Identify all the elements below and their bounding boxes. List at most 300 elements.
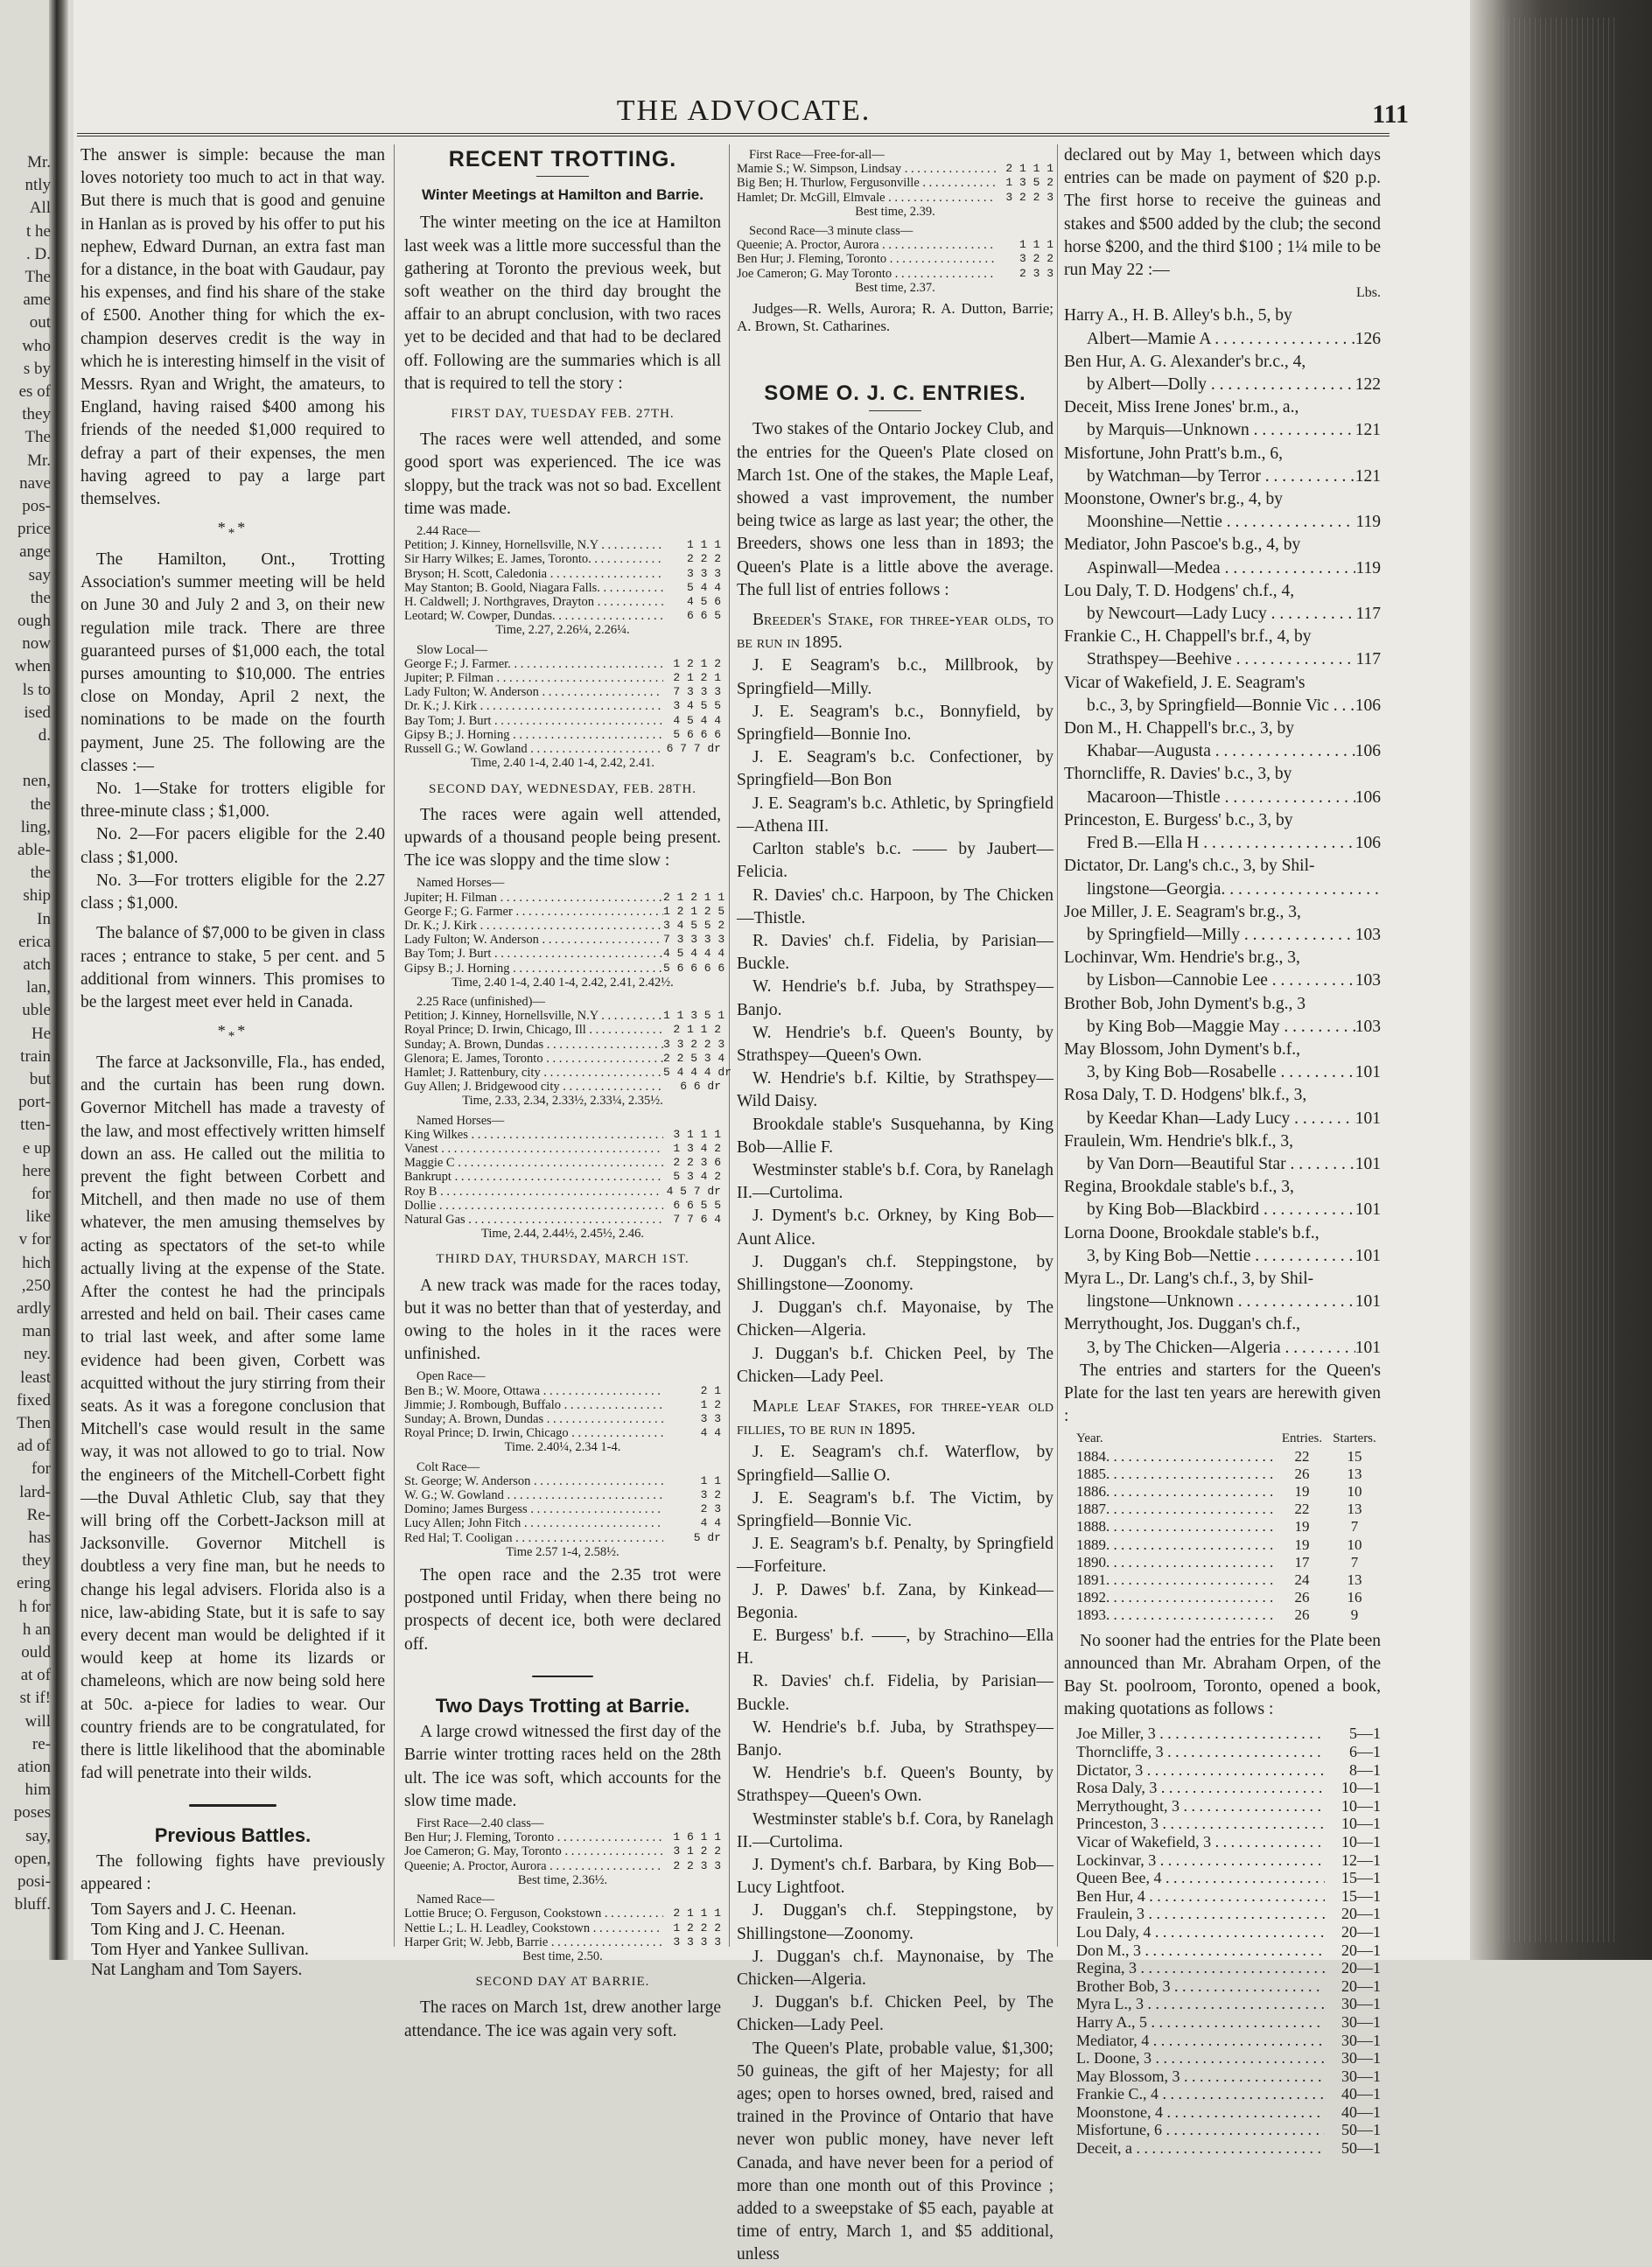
race-time: Best time, 2.50. — [522, 1949, 603, 1963]
gutter-fragment: The — [24, 268, 51, 286]
entries-cell: 19 — [1294, 1518, 1310, 1536]
entry-pedigree-line — [1064, 1108, 1381, 1130]
entry-line — [1064, 1039, 1381, 1061]
odds: 6—1 — [1349, 1743, 1381, 1761]
gutter-fragment: atch — [23, 955, 51, 974]
paragraph: No sooner had the entries for the Plate been announced than Mr. Abraham Orpen, of the Bay St. poolroom, Toronto, opened a book, making quotations as follows : — [1064, 1631, 1381, 1719]
placings: 2 1 2 1 1 — [663, 890, 725, 904]
horse-driver: Hamlet; Dr. McGill, Elmvale . . . — [737, 191, 996, 205]
entry-line — [1064, 351, 1381, 374]
horse-name: Rosa Daly, 3 . . . — [1076, 1779, 1325, 1797]
entry-item: Westminster stable's b.f. Cora, by Ranelagh II.—Curtolima. — [737, 1809, 1054, 1851]
horse-driver: Ben Hur; J. Fleming, Toronto . . . — [404, 1830, 663, 1844]
entry-pedigree: lingstone—Georgia. . . . — [1087, 878, 1381, 901]
entries-cell: 19 — [1294, 1536, 1310, 1553]
gutter-fragment: him — [24, 1781, 51, 1800]
year-cell: 1892. . . . — [1076, 1589, 1276, 1606]
entry-pedigree-line — [1064, 1245, 1381, 1268]
placings: 6 6 dr — [680, 1080, 721, 1094]
entry-pedigree-line — [1064, 969, 1381, 992]
odds: 40—1 — [1341, 2085, 1381, 2103]
gutter-fragment: st if! — [19, 1689, 51, 1708]
race-time: Time. 2.40¼, 2.34 1-4. — [504, 1440, 621, 1455]
gutter-fragment: erica — [18, 932, 51, 951]
masthead-title: THE ADVOCATE. — [616, 94, 872, 127]
year-cell: 1891. . . . — [1076, 1571, 1276, 1589]
list-item: Nat Langham and Tom Sayers. — [91, 1961, 303, 1980]
entry-pedigree-line — [1064, 1199, 1381, 1221]
entry-weight: 126 — [1354, 329, 1381, 348]
entry-line — [1064, 993, 1381, 1016]
entry-pedigree: Fred B.—Ella H . . . — [1087, 832, 1355, 855]
gutter-fragment: The — [24, 428, 51, 447]
placings: 4 5 6 — [686, 595, 721, 609]
left-page-gutter — [0, 0, 80, 1960]
entry-weight: 117 — [1355, 605, 1381, 624]
horse-driver: Joe Cameron; G. May Toronto . . . — [737, 267, 996, 281]
horse-name: Lockinvar, 3 . . . — [1076, 1851, 1325, 1870]
table-row — [1076, 1448, 1381, 1466]
result-row — [404, 1907, 721, 1921]
quotation-row — [1076, 1743, 1381, 1761]
gutter-fragment: ling, — [20, 817, 51, 836]
gutter-fragment: ering — [16, 1574, 51, 1593]
placings: 1 6 1 1 — [673, 1830, 721, 1844]
result-row — [404, 728, 721, 742]
paragraph: declared out by May 1, between which days entries can be made on payment of $20 p.p. The first horse to receive the guineas and stakes and $500 added by the club; the second horse $200, and the third $100 ; 1¼ mile to be run May 22 :— — [1064, 146, 1381, 280]
gutter-fragment: like — [25, 1207, 51, 1227]
entry-pedigree: by King Bob—Maggie May . . . — [1087, 1016, 1355, 1039]
entries-cell: 24 — [1294, 1571, 1310, 1588]
entry-item: J. Duggan's b.f. Chicken Peel, by The Chicken—Lady Peel. — [737, 1344, 1054, 1386]
quotation-row — [1076, 1815, 1381, 1833]
table-row — [1076, 1554, 1381, 1571]
entries-cell: 26 — [1294, 1606, 1310, 1624]
entry-line — [1064, 1222, 1381, 1245]
horse-name: Deceit, a . . . — [1076, 2139, 1325, 2158]
table-header — [1076, 1430, 1381, 1447]
placings: 4 5 7 dr — [666, 1184, 721, 1198]
entry-line — [1064, 534, 1381, 556]
horse-driver: Royal Prince; D. Irwin, Chicago, Ill . . . — [404, 1023, 663, 1037]
result-row — [404, 1128, 721, 1142]
horse-driver: George F.; J. Farmer. . . . — [404, 657, 663, 671]
entry-pedigree: Albert—Mamie A . . . — [1087, 328, 1355, 351]
result-row — [404, 1412, 721, 1426]
result-row — [404, 1009, 725, 1024]
entry-weight: 106 — [1354, 787, 1381, 807]
entry-name: Joe Miller, J. E. Seagram's br.g., 3, — [1064, 902, 1301, 921]
race-title: Named Race— — [416, 1893, 494, 1907]
placings: 1 2 1 2 5 — [663, 904, 725, 918]
entry-line — [1064, 1084, 1381, 1107]
horse-name: Harry A., 5 . . . — [1076, 2013, 1325, 2032]
table-row — [1076, 1571, 1381, 1589]
result-row — [404, 918, 725, 933]
entry-weight: 103 — [1354, 925, 1381, 944]
horse-name: Merrythought, 3 . . . — [1076, 1797, 1325, 1816]
entry-pedigree: by Newcourt—Lady Lucy . . . — [1087, 603, 1355, 626]
entry-line — [1064, 488, 1381, 511]
horse-driver: May Stanton; B. Goold, Niagara Falls. . . . — [404, 581, 663, 595]
day-heading: SECOND DAY, WEDNESDAY, FEB. 28TH. — [428, 781, 697, 796]
odds: 30—1 — [1341, 2067, 1381, 2085]
entry-item: J. P. Dawes' b.f. Zana, by Kinkead—Begonia. — [737, 1580, 1054, 1622]
entry-line — [1064, 1313, 1381, 1336]
entry-name: Don M., H. Chappell's br.c., 3, by — [1064, 719, 1294, 738]
result-row — [404, 933, 725, 948]
gutter-fragment: nen, — [22, 772, 51, 791]
gutter-fragment: Then — [16, 1414, 51, 1432]
odds: 15—1 — [1341, 1869, 1381, 1887]
horse-name: Fraulein, 3 . . . — [1076, 1905, 1325, 1923]
gutter-fragment: port- — [18, 1093, 51, 1112]
result-row — [404, 1921, 721, 1935]
result-row — [404, 890, 725, 905]
gutter-fragment: Re- — [26, 1505, 51, 1524]
result-row — [404, 904, 725, 919]
race-summary — [404, 643, 721, 771]
result-row — [404, 685, 721, 699]
day-heading: FIRST DAY, TUESDAY FEB. 27TH. — [451, 407, 675, 422]
entry-pedigree-line — [1064, 1337, 1381, 1360]
entry-weight: 119 — [1355, 558, 1381, 577]
entry-pedigree-line — [1064, 511, 1381, 534]
placings: 1 1 1 — [686, 538, 721, 552]
gutter-fragment: Mr. — [27, 153, 51, 171]
horse-driver: St. George; W. Anderson . . . — [404, 1474, 663, 1488]
stake-heading: Breeder's Stake, for three-year olds, to be run in 1895. — [737, 611, 1054, 653]
horse-driver: Roy B . . . — [404, 1185, 663, 1199]
entry-name: Lochinvar, Wm. Hendrie's br.g., 3, — [1064, 948, 1300, 968]
gutter-fragment: the — [30, 794, 51, 814]
result-row — [404, 1531, 721, 1545]
odds: 30—1 — [1341, 2031, 1381, 2049]
gutter-fragment: ame — [23, 290, 51, 310]
entry-item: E. Burgess' b.f. ——, by Strachino—Ella H. — [737, 1627, 1054, 1669]
gutter-fragment: s by — [23, 359, 51, 378]
race-time: Time 2.57 1-4, 2.58½. — [506, 1544, 620, 1559]
horse-name: May Blossom, 3 . . . — [1076, 2068, 1325, 2086]
result-row — [404, 595, 721, 609]
entry-item: W. Hendrie's b.f. Juba, by Strathspey—Banjo. — [737, 977, 1054, 1019]
gutter-fragment: train — [20, 1046, 51, 1066]
gutter-fragment: He — [31, 1024, 51, 1043]
gutter-fragment: tten- — [20, 1116, 51, 1135]
page-header — [105, 94, 1409, 129]
placings: 3 3 3 — [686, 566, 721, 580]
entry-line — [1064, 855, 1381, 878]
starters-cell: 7 — [1350, 1553, 1359, 1571]
horse-driver: Mamie S.; W. Simpson, Lindsay . . . — [737, 162, 996, 176]
race-summary — [404, 1893, 721, 1963]
gutter-fragment: now — [22, 634, 51, 654]
entry-item: J. E. Seagram's ch.f. Waterflow, by Springfield—Sallie O. — [737, 1443, 1054, 1485]
gutter-fragment: price — [18, 520, 51, 539]
result-row — [404, 1199, 721, 1213]
horse-name: Queen Bee, 4 . . . — [1076, 1869, 1325, 1887]
quotation-row — [1076, 2049, 1381, 2068]
result-row — [737, 162, 1054, 176]
column-divider — [394, 144, 395, 1947]
gutter-fragment: lan, — [26, 978, 51, 997]
quotation-row — [1076, 1923, 1381, 1942]
placings: 5 4 4 4 dr — [663, 1065, 732, 1079]
race-summary — [404, 1369, 721, 1454]
horse-name: Regina, 3 . . . — [1076, 1959, 1325, 1977]
gutter-fragment: ls to — [22, 680, 51, 699]
table-row — [1076, 1536, 1381, 1554]
entry-pedigree: by Watchman—by Terror . . . — [1087, 465, 1355, 488]
horse-driver: Dr. K.; J. Kirk . . . — [404, 919, 663, 933]
result-row — [404, 1080, 721, 1094]
horse-driver: Bay Tom; J. Burt . . . — [404, 947, 663, 961]
horse-driver: Bryson; H. Scott, Caledonia . . . — [404, 567, 663, 581]
starters-cell: 7 — [1350, 1518, 1359, 1536]
entry-weight: 106 — [1354, 834, 1381, 853]
entry-item: J. E Seagram's b.c., Millbrook, by Springfield—Milly. — [737, 656, 1054, 698]
column-divider — [1057, 144, 1058, 1947]
entry-pedigree-line — [1064, 328, 1381, 351]
entry-item: Westminster stable's b.f. Cora, by Ranelagh II.—Curtolima. — [737, 1160, 1054, 1203]
horse-driver: Natural Gas . . . — [404, 1213, 663, 1227]
horse-driver: Red Hal; T. Cooligan . . . — [404, 1531, 663, 1545]
result-row — [404, 1185, 721, 1199]
result-row — [404, 1830, 721, 1844]
gutter-fragment: has — [28, 1529, 51, 1547]
entry-name: Harry A., H. B. Alley's b.h., 5, by — [1064, 306, 1292, 325]
odds: 40—1 — [1341, 2103, 1381, 2121]
gutter-fragment: ould — [21, 1643, 51, 1662]
paragraph: The balance of $7,000 to be given in class races ; entrance to stake, 5 per cent. and 5 additional from winners. This promises to be the largest meet ever held in Canada. — [80, 924, 385, 1011]
horse-driver: Sunday; A. Brown, Dundas . . . — [404, 1038, 663, 1052]
quotation-row — [1076, 1959, 1381, 1977]
column-2 — [404, 144, 732, 2043]
horse-name: Princeston, 3 . . . — [1076, 1815, 1325, 1833]
entry-item: J. E. Seagram's b.f. Penalty, by Springfield—Forfeiture. — [737, 1535, 1054, 1577]
placings: 5 6 6 6 6 — [663, 961, 725, 975]
placings: 2 1 2 1 — [673, 671, 721, 685]
horse-driver: Gipsy B.; J. Horning . . . — [404, 728, 663, 742]
entry-item: W. Hendrie's b.f. Kiltie, by Strathspey—Wild Daisy. — [737, 1069, 1054, 1111]
entry-item: W. Hendrie's b.f. Queen's Bounty, by Strathspey—Queen's Own. — [737, 1764, 1054, 1806]
race-title: Colt Race— — [416, 1459, 480, 1474]
gutter-fragment: at of — [20, 1666, 51, 1685]
entry-item: J. Duggan's ch.f. Maynonaise, by The Chicken—Algeria. — [737, 1947, 1054, 1990]
placings: 1 1 — [700, 1473, 721, 1487]
gutter-fragment: able- — [18, 841, 51, 859]
entry-name: Misfortune, John Pratt's b.m., 6, — [1064, 444, 1283, 463]
placings: 2 2 5 3 4 — [663, 1051, 725, 1065]
gutter-fragment: man — [22, 1322, 51, 1341]
entry-pedigree: by King Bob—Blackbird . . . — [1087, 1199, 1355, 1221]
day-heading: THIRD DAY, THURSDAY, MARCH 1ST. — [436, 1252, 690, 1267]
starters-cell: 9 — [1350, 1606, 1359, 1624]
horse-name: Mediator, 4 . . . — [1076, 2032, 1325, 2050]
entry-pedigree: by Van Dorn—Beautiful Star . . . — [1087, 1153, 1355, 1176]
entry-weight: 103 — [1354, 971, 1381, 990]
placings: 3 3 3 3 — [673, 1935, 721, 1949]
table-row — [1076, 1466, 1381, 1483]
odds: 50—1 — [1341, 2121, 1381, 2139]
result-row — [404, 1859, 721, 1873]
horse-name: Thorncliffe, 3 . . . — [1076, 1743, 1325, 1761]
odds: 30—1 — [1341, 2049, 1381, 2068]
quotation-row — [1076, 1869, 1381, 1887]
queens-plate-entries — [1064, 304, 1381, 1359]
placings: 2 3 — [700, 1502, 721, 1516]
asterism: $*_**$ — [217, 519, 248, 541]
entry-item: J. E. Seagram's b.c., Bonnyfield, by Springfield—Bonnie Ino. — [737, 702, 1054, 745]
horse-driver: Russell G.; W. Gowland . . . — [404, 742, 663, 756]
section-heading: Previous Battles. — [154, 1823, 312, 1846]
horse-driver: Lady Fulton; W. Anderson . . . — [404, 685, 663, 699]
result-row — [737, 238, 1054, 252]
year-cell: 1886. . . . — [1076, 1483, 1276, 1501]
quotation-row — [1076, 1977, 1381, 1996]
paragraph: The open race and the 2.35 trot were postponed until Friday, when there being no prospects of decent ice, both were declared off. — [404, 1566, 721, 1654]
betting-quotations — [1076, 1725, 1381, 2157]
entry-item: Brookdale stable's Susquehanna, by King Bob—Allie F. — [737, 1115, 1054, 1157]
race-summary — [737, 148, 1054, 219]
table-header-cell: Year. — [1076, 1431, 1103, 1446]
race-title: First Race—Free-for-all— — [749, 148, 885, 162]
horse-driver: Royal Prince; D. Irwin, Chicago . . . — [404, 1426, 663, 1440]
entry-pedigree: by Lisbon—Cannobie Lee . . . — [1087, 969, 1355, 992]
quotation-row — [1076, 1995, 1381, 2013]
year-cell: 1887. . . . — [1076, 1501, 1276, 1518]
table-row — [1076, 1606, 1381, 1624]
result-row — [737, 267, 1054, 281]
entry-item: J. Duggan's ch.f. Steppingstone, by Shillingstone—Zoonomy. — [737, 1252, 1054, 1294]
section-ornament — [737, 351, 1054, 374]
horse-driver: Lucy Allen; John Fitch . . . — [404, 1516, 663, 1530]
gutter-fragment: ad of — [17, 1437, 51, 1456]
gutter-fragment: fixed — [16, 1390, 51, 1410]
placings: 4 5 4 4 4 — [663, 947, 725, 961]
entry-item: R. Davies' ch.c. Harpoon, by The Chicken—Thistle. — [737, 885, 1054, 927]
result-row — [404, 1398, 721, 1412]
gutter-fragment: ardly — [16, 1299, 51, 1318]
race-time: Best time, 2.39. — [855, 204, 935, 219]
table-row — [1076, 1589, 1381, 1606]
paragraph: No. 2—For pacers eligible for the 2.40 class ; $1,000. — [80, 825, 385, 867]
horse-driver: Queenie; A. Proctor, Aurora . . . — [737, 238, 996, 252]
horse-driver: Gipsy B.; J. Horning . . . — [404, 962, 663, 976]
entry-name: Fraulein, Wm. Hendrie's blk.f., 3, — [1064, 1131, 1294, 1151]
race-time: Time, 2.27, 2.26¼, 2.26¼. — [495, 623, 630, 638]
result-row — [404, 1384, 721, 1398]
placings: 3 2 2 — [1018, 252, 1054, 266]
placings: 1 2 — [700, 1397, 721, 1411]
horse-driver: Bankrupt . . . — [404, 1170, 663, 1184]
starters-cell: 13 — [1347, 1465, 1362, 1482]
race-title: Slow Local— — [416, 642, 487, 657]
race-time: Time, 2.40 1-4, 2.40 1-4, 2.42, 2.41, 2.42½. — [452, 975, 674, 990]
year-cell: 1885. . . . — [1076, 1466, 1276, 1483]
odds: 10—1 — [1341, 1779, 1381, 1797]
result-row — [404, 538, 721, 552]
maple-leaf-entries — [737, 1441, 1054, 2037]
entry-item: J. Duggan's ch.f. Steppingstone, by Shillingstone—Zoonomy. — [737, 1901, 1054, 1943]
entry-line — [1064, 1268, 1381, 1291]
entry-name: Mediator, John Pascoe's b.g., 4, by — [1064, 535, 1301, 555]
placings: 4 4 — [700, 1426, 721, 1440]
odds: 10—1 — [1341, 1832, 1381, 1851]
entries-cell: 22 — [1294, 1447, 1310, 1465]
race-summary — [404, 1114, 721, 1242]
paragraph: The farce at Jacksonville, Fla., has ended, and the curtain has been rung down. Governor Mitchell has made a travesty of the law, and most effectively written himself down an ass. He called out the militia to prevent the fight between Corbett and Mitchell, and then made no use of them whatever, the men amusing themselves by acting as spectators of the set-to while actually living at the expense of the State. After the contest he had the principals arrested and held on bail. Their cases came to trial last week, and after some lame evidence had been given, Corbett was acquitted without the jury stirring from their seats. As it was a foregone conclusion that Mitchell's case would result in the same way, it was not allowed to go to trial. Now the engineers of the Mitchell-Corbett fight—the Duval Athletic Club, say that they will bring off the Corbett-Jackson mill at Jacksonville. Governor Mitchell is doubtless a very fine man, but he needs to change his legal advisers. Florida also is a nice, law-abiding State, but it is safe to say every decent man would be delighted if it would keep at home its lizards or chameleons, which are now being sold here at 50c. a-piece for ladies to wear. Our country friends are to be congratulated, for there is little likelihood that the abominable fad will penetrate into their wilds. — [80, 1053, 385, 1783]
entry-weight: 119 — [1355, 513, 1381, 532]
result-row — [404, 714, 721, 728]
odds: 8—1 — [1349, 1760, 1381, 1779]
entry-name: Lou Daly, T. D. Hodgens' ch.f., 4, — [1064, 581, 1295, 600]
gutter-fragment: ation — [18, 1758, 51, 1776]
column-4 — [1064, 144, 1381, 2158]
entry-pedigree-line — [1064, 465, 1381, 488]
horse-name: Don M., 3 . . . — [1076, 1942, 1325, 1960]
race-title: First Race—2.40 class— — [416, 1816, 544, 1831]
result-row — [404, 961, 725, 976]
entry-item: J. E. Seagram's b.c. Athletic, by Springfield—Athena III. — [737, 794, 1054, 836]
placings: 3 2 2 3 — [1005, 190, 1054, 204]
starters-cell: 10 — [1347, 1482, 1362, 1500]
placings: 6 6 5 5 — [673, 1198, 721, 1212]
entry-pedigree-line — [1064, 557, 1381, 580]
result-row — [737, 252, 1054, 266]
quotation-row — [1076, 1851, 1381, 1870]
gutter-fragment: hich — [22, 1253, 51, 1272]
horse-name: Brother Bob, 3 . . . — [1076, 1977, 1325, 1996]
entry-name: Ben Hur, A. G. Alexander's br.c., 4, — [1064, 352, 1306, 371]
paragraph: The races were again well attended, upwards of a thousand people being present. The ice was sloppy and the time slow : — [404, 805, 721, 871]
race-title: Second Race—3 minute class— — [749, 224, 914, 239]
entry-weight: 101 — [1354, 1246, 1381, 1265]
result-row — [404, 1426, 721, 1440]
entry-weight: 106 — [1354, 742, 1381, 761]
result-row — [404, 1516, 721, 1530]
year-cell: 1890. . . . — [1076, 1554, 1276, 1571]
race-title: Named Horses— — [416, 876, 505, 891]
entry-name: Thorncliffe, R. Davies' b.c., 3, by — [1064, 765, 1292, 784]
starters-cell: 13 — [1347, 1501, 1362, 1518]
lbs-label: Lbs. — [1356, 285, 1381, 301]
placings: 2 2 3 3 — [673, 1858, 721, 1872]
quotation-row — [1076, 2068, 1381, 2086]
horse-driver: Queenie; A. Proctor, Aurora . . . — [404, 1859, 663, 1873]
result-row — [404, 742, 721, 756]
entry-pedigree-line — [1064, 603, 1381, 626]
entry-pedigree-line — [1064, 832, 1381, 855]
gutter-fragment: v for — [18, 1230, 51, 1249]
result-row — [404, 1142, 721, 1156]
quotation-row — [1076, 1942, 1381, 1960]
gutter-fragment: bluff. — [14, 1895, 51, 1914]
result-row — [404, 699, 721, 713]
placings: 5 dr — [693, 1530, 721, 1544]
entry-item: J. Duggan's b.f. Chicken Peel, by The Chicken—Lady Peel. — [737, 1993, 1054, 2035]
race-time: Time, 2.40 1-4, 2.40 1-4, 2.42, 2.41. — [470, 756, 655, 771]
entry-pedigree: Khabar—Augusta . . . — [1087, 740, 1355, 763]
quotation-row — [1076, 2139, 1381, 2158]
entry-name: Brother Bob, John Dyment's b.g., 3 — [1064, 994, 1306, 1013]
gutter-fragment: out — [29, 313, 51, 332]
entry-item: Carlton stable's b.c. —— by Jaubert—Felicia. — [737, 840, 1054, 882]
horse-name: Myra L., 3 . . . — [1076, 1995, 1325, 2013]
result-row — [404, 1488, 721, 1502]
paragraph: No. 1—Stake for trotters eligible for three-minute class ; $1,000. — [80, 780, 385, 822]
horse-driver: Joe Cameron; G. May, Toronto . . . — [404, 1844, 663, 1858]
